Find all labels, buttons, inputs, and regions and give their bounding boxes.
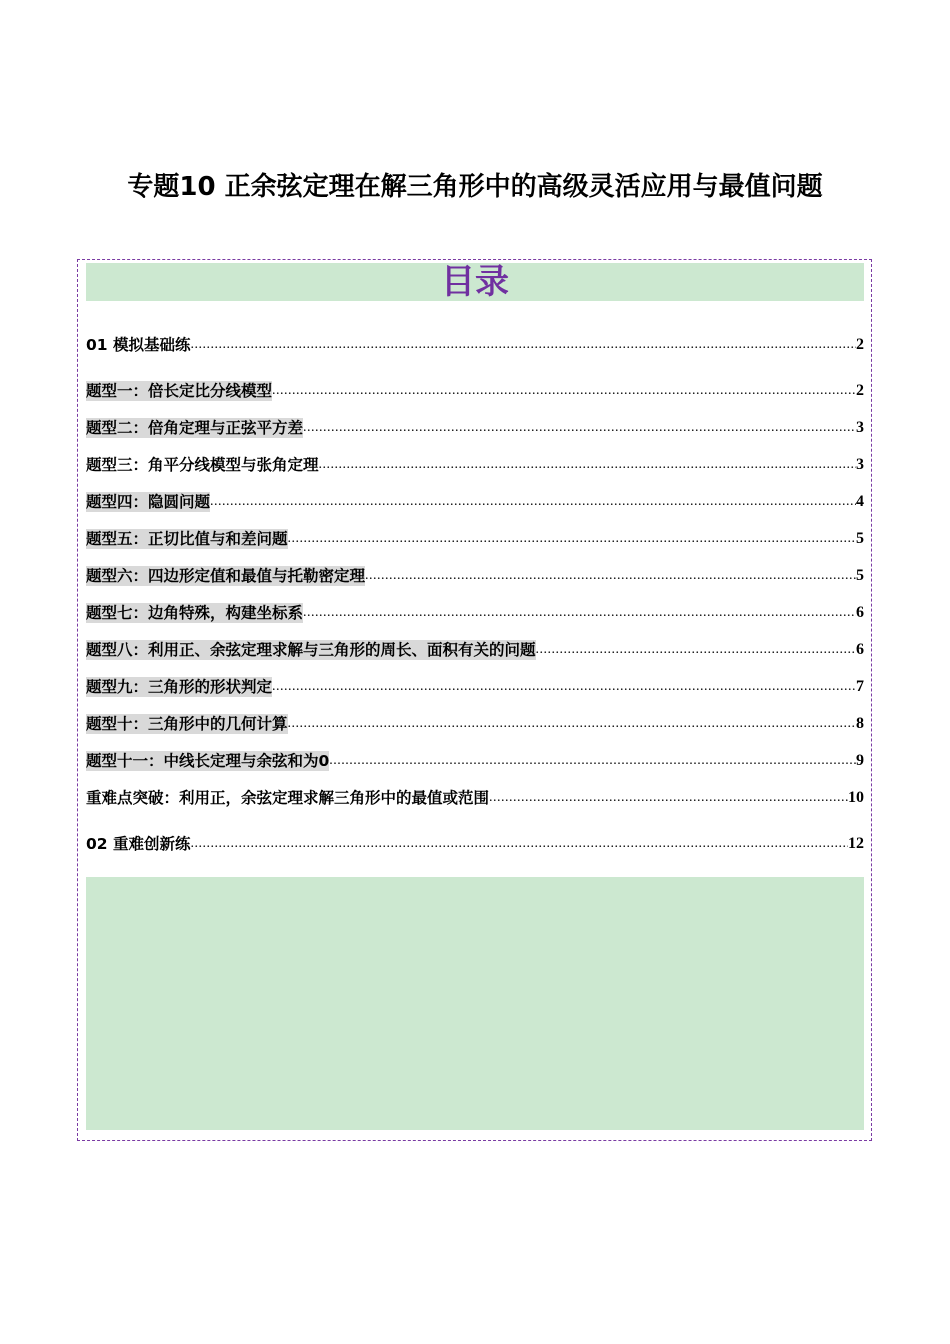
- toc-entry-label: 题型四：隐圆问题: [86, 493, 211, 511]
- toc-entry-label: 题型八：利用正、余弦定理求解与三角形的周长、面积有关的问题: [86, 641, 536, 659]
- toc-leader-dots: [329, 751, 856, 771]
- toc-entry-page: 10: [848, 789, 864, 806]
- toc-entry-type-8[interactable]: [86, 638, 864, 660]
- toc-leader-dots: [288, 529, 856, 549]
- toc-entry-type-11[interactable]: [86, 749, 864, 771]
- toc-entry-type-4[interactable]: [86, 490, 864, 512]
- toc-entry-type-6[interactable]: [86, 564, 864, 586]
- toc-leader-dots: [489, 788, 848, 808]
- toc-entry-type-10[interactable]: [86, 712, 864, 734]
- toc-entry-label: 题型七：边角特殊，构建坐标系: [86, 604, 304, 622]
- toc-leader-dots: [303, 603, 856, 623]
- toc-entry-page: 6: [856, 604, 864, 621]
- toc-leader-dots: [365, 566, 856, 586]
- toc-entry-type-2[interactable]: [86, 416, 864, 438]
- toc-leader-dots: [536, 640, 856, 660]
- toc-entry-page: 8: [856, 715, 864, 732]
- toc-entry-label: 题型一：倍长定比分线模型: [86, 382, 273, 400]
- toc-entry-label: 题型六：四边形定值和最值与托勒密定理: [86, 567, 366, 585]
- toc-entry-page: 2: [856, 336, 864, 353]
- toc-entry-page: 2: [856, 382, 864, 399]
- toc-entry-type-7[interactable]: [86, 601, 864, 623]
- toc-entry-type-3[interactable]: [86, 453, 864, 475]
- toc-entry-page: 12: [848, 835, 864, 852]
- toc-entry-label: 01 模拟基础练: [86, 336, 191, 354]
- toc-entry-page: 5: [856, 530, 864, 547]
- toc-entry-label: 题型三：角平分线模型与张角定理: [86, 456, 319, 474]
- toc-entry-label: 题型十：三角形中的几何计算: [86, 715, 288, 733]
- toc-entry-page: 3: [856, 456, 864, 473]
- toc-entry-page: 5: [856, 567, 864, 584]
- toc-entry-page: 3: [856, 419, 864, 436]
- toc-entry-label: 题型五：正切比值与和差问题: [86, 530, 288, 548]
- document-title: 专题10 正余弦定理在解三角形中的高级灵活应用与最值问题: [127, 172, 823, 202]
- toc-entry-page: 6: [856, 641, 864, 658]
- toc-footer-band: [86, 877, 864, 1130]
- toc-leader-dots: [190, 335, 856, 355]
- toc-entry-section-01[interactable]: [86, 333, 864, 355]
- toc-leader-dots: [210, 492, 856, 512]
- toc-entry-breakthrough[interactable]: [86, 786, 864, 808]
- toc-entry-type-5[interactable]: [86, 527, 864, 549]
- toc-entry-label: 题型九：三角形的形状判定: [86, 678, 273, 696]
- toc-entry-type-1[interactable]: [86, 379, 864, 401]
- toc-entry-label: 题型二：倍角定理与正弦平方差: [86, 419, 304, 437]
- toc-leader-dots: [303, 418, 856, 438]
- toc-leader-dots: [319, 455, 856, 475]
- toc-header-band: [86, 263, 864, 301]
- toc-leader-dots: [272, 381, 856, 401]
- toc-leader-dots: [190, 834, 848, 854]
- toc-heading: 目录: [441, 262, 509, 302]
- toc-box: [77, 259, 872, 1141]
- toc-entry-page: 4: [856, 493, 864, 510]
- toc-entry-label: 题型十一：中线长定理与余弦和为0: [86, 752, 330, 770]
- toc-leader-dots: [288, 714, 856, 734]
- toc-entry-page: 9: [856, 752, 864, 769]
- toc-entry-label: 重难点突破：利用正，余弦定理求解三角形中的最值或范围: [86, 789, 490, 807]
- toc-entry-section-02[interactable]: [86, 832, 864, 854]
- toc-entry-label: 02 重难创新练: [86, 835, 191, 853]
- toc-leader-dots: [272, 677, 856, 697]
- toc-entry-page: 7: [856, 678, 864, 695]
- toc-entry-type-9[interactable]: [86, 675, 864, 697]
